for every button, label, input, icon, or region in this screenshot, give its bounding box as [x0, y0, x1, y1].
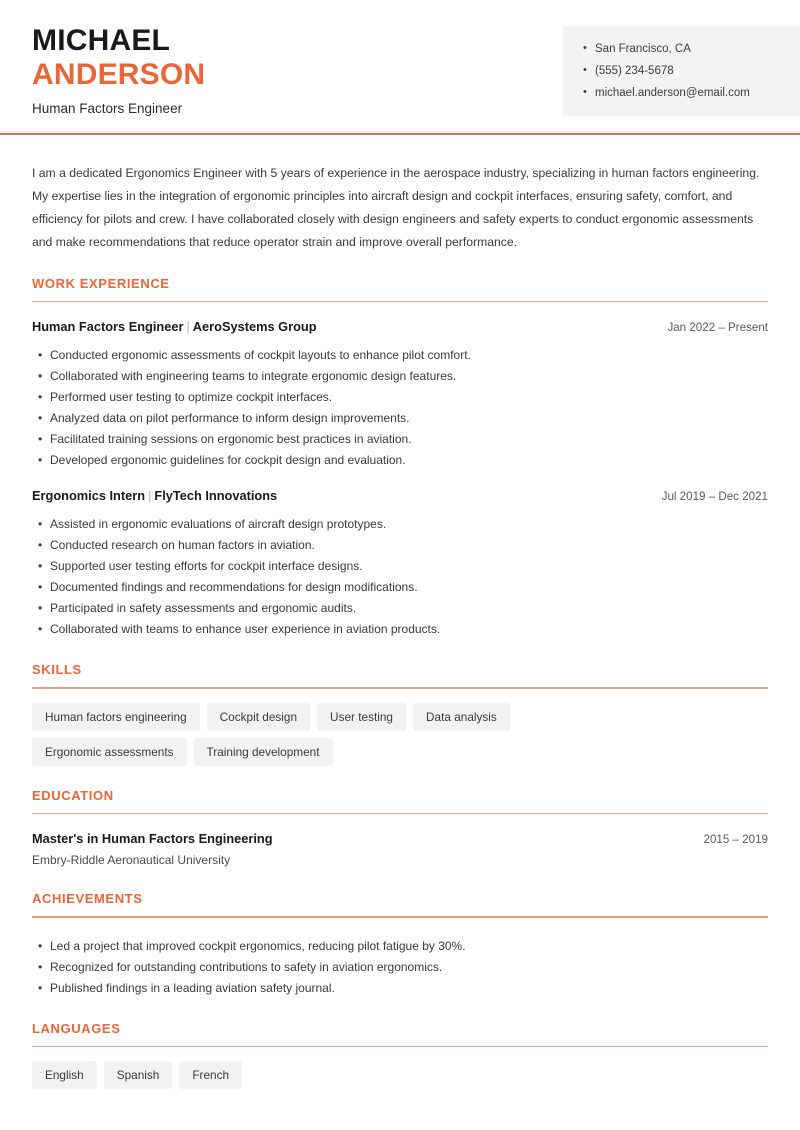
work-entry-date: Jul 2019 – Dec 2021	[661, 490, 768, 504]
list-item: • Led a project that improved cockpit ergonomics, reducing pilot fatigue by 30%.	[32, 936, 768, 957]
work-entry-separator: |	[148, 488, 152, 504]
list-item: • Assisted in ergonomic evaluations of aircraft design prototypes.	[32, 514, 768, 535]
language-tag: English	[32, 1061, 97, 1089]
language-tag: French	[179, 1061, 242, 1089]
list-item: • Participated in safety assessments and ergonomic audits.	[32, 598, 768, 619]
work-entry-separator: |	[186, 319, 190, 335]
section-education	[32, 788, 768, 869]
last-name: ANDERSON	[32, 58, 206, 91]
first-name: MICHAEL	[32, 24, 171, 57]
section-divider-work	[32, 301, 768, 302]
header-job-title: Human Factors Engineer	[32, 101, 183, 116]
list-item: • Facilitated training sessions on ergonomic best practices in aviation.	[32, 429, 768, 450]
work-entry-title	[32, 318, 317, 335]
skill-tag: Data analysis	[413, 703, 510, 731]
work-entry-role: Ergonomics Intern	[32, 488, 146, 504]
contact-phone: • (555) 234-5678	[583, 60, 800, 82]
skills-tag-list	[32, 703, 652, 766]
work-entry-title	[32, 487, 277, 504]
resume-header	[0, 0, 800, 134]
work-entry-date: Jan 2022 – Present	[667, 321, 768, 335]
work-entry-header	[32, 487, 768, 505]
work-entry-company: AeroSystems Group	[192, 319, 317, 335]
section-title-education: EDUCATION	[32, 787, 114, 803]
achievements-list	[32, 936, 768, 999]
work-entry	[32, 318, 768, 471]
section-title-languages: LANGUAGES	[32, 1020, 121, 1036]
language-tag: Spanish	[104, 1061, 173, 1089]
list-item: • Supported user testing efforts for cockpit interface designs.	[32, 556, 768, 577]
list-item: • Collaborated with engineering teams to integrate ergonomic design features.	[32, 366, 768, 387]
work-entry	[32, 487, 768, 640]
work-entry-bullets	[32, 345, 768, 471]
section-divider-achievements	[32, 916, 768, 917]
skill-tag: Cockpit design	[207, 703, 310, 731]
contact-location: • San Francisco, CA	[583, 38, 800, 60]
list-item: • Conducted research on human factors in aviation.	[32, 535, 768, 556]
list-item: • Documented findings and recommendations for design modifications.	[32, 577, 768, 598]
skill-tag: User testing	[317, 703, 406, 731]
list-item: • Developed ergonomic guidelines for cockpit design and evaluation.	[32, 450, 768, 471]
list-item: • Collaborated with teams to enhance user experience in aviation products.	[32, 619, 768, 640]
work-entry-company: FlyTech Innovations	[154, 488, 278, 504]
contact-email: • michael.anderson@email.com	[583, 82, 800, 104]
list-item: • Analyzed data on pilot performance to inform design improvements.	[32, 408, 768, 429]
section-title-skills: SKILLS	[32, 662, 82, 678]
education-date: 2015 – 2019	[703, 833, 768, 847]
skill-tag: Human factors engineering	[32, 703, 200, 731]
education-school: Embry-Riddle Aeronautical University	[32, 853, 231, 868]
section-divider-skills	[32, 687, 768, 688]
resume-body	[0, 162, 800, 1089]
section-languages	[32, 1021, 768, 1089]
section-skills	[32, 662, 768, 765]
section-achievements	[32, 891, 768, 998]
work-entry-role: Human Factors Engineer	[32, 319, 184, 335]
section-title-work: WORK EXPERIENCE	[32, 276, 170, 291]
skill-tag: Training development	[194, 738, 333, 766]
section-work-experience	[32, 276, 768, 640]
header-divider	[0, 133, 800, 135]
work-entry-header	[32, 318, 768, 336]
education-entry-header	[32, 830, 768, 848]
list-item: • Performed user testing to optimize cockpit interfaces.	[32, 387, 768, 408]
list-item: • Recognized for outstanding contributions to safety in aviation ergonomics.	[32, 957, 768, 978]
section-title-achievements: ACHIEVEMENTS	[32, 891, 143, 907]
languages-tag-list	[32, 1061, 432, 1089]
skill-tag: Ergonomic assessments	[32, 738, 187, 766]
list-item: • Conducted ergonomic assessments of cockpit layouts to enhance pilot comfort.	[32, 345, 768, 366]
education-entry	[32, 830, 768, 869]
professional-summary: I am a dedicated Ergonomics Engineer with 5 years of experience in the aerospace industry, specializing in human factors engineering. My expertise lies in the integration of ergonomic principles into aircraft design and cockpit interfaces, ensuring safety, comfort, and efficiency for pilots and crew. I have collaborated closely with design engineers and safety experts to conduct ergonomic assessments and make recommendations that reduce operator strain and improve overall performance.	[32, 166, 760, 249]
contact-block	[563, 26, 800, 116]
work-entry-bullets	[32, 514, 768, 640]
section-divider-education	[32, 813, 768, 814]
section-divider-languages	[32, 1046, 768, 1047]
list-item: • Published findings in a leading aviation safety journal.	[32, 978, 768, 999]
education-degree: Master's in Human Factors Engineering	[32, 831, 273, 847]
